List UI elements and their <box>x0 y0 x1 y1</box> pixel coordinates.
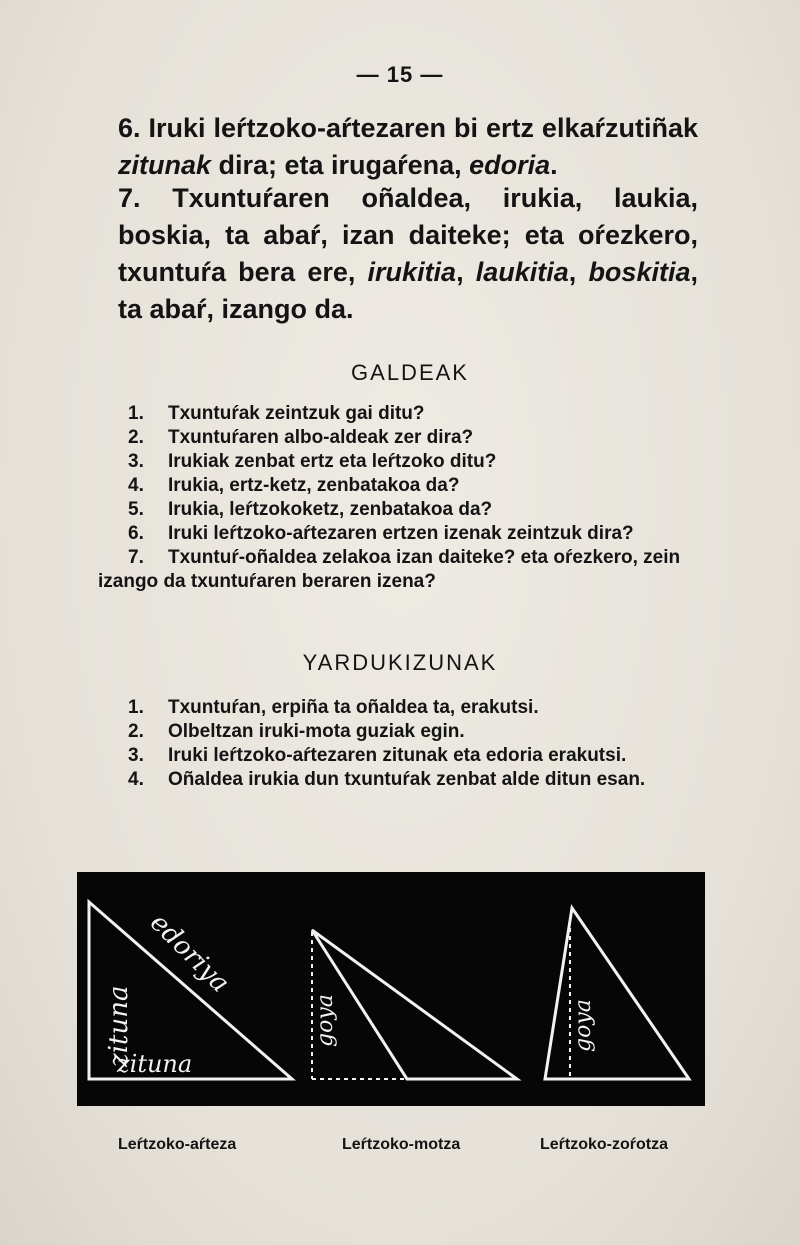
item-text: Irukia, leŕtzokoketz, zenbatakoa da? <box>168 499 493 520</box>
acute-triangle <box>545 908 689 1079</box>
list-item <box>98 426 696 450</box>
para6-text3: . <box>550 150 558 180</box>
list-item <box>98 498 696 522</box>
item-number: 3. <box>128 451 144 472</box>
item-text: Txuntuŕ-oñaldea zelakoa izan daiteke? eta oŕezkero, zein izango da txuntuŕaren beraren izena? <box>98 547 681 592</box>
para7-sep1: , <box>456 257 476 287</box>
list-item <box>98 720 696 744</box>
item-text: Txuntuŕaren albo-aldeak zer dira? <box>168 427 474 448</box>
paragraph-7 <box>118 180 698 328</box>
list-item <box>98 546 696 594</box>
item-number: 1. <box>128 697 144 718</box>
figure-captions <box>0 1136 800 1160</box>
item-text: Irukiak zenbat ertz eta leŕtzoko ditu? <box>168 451 497 472</box>
label-zituna-vertical: zituna <box>104 985 134 1067</box>
paragraph-6 <box>118 110 698 184</box>
item-text: Oñaldea irukia dun txuntuŕak zenbat alde ditun esan. <box>168 769 646 790</box>
item-text: Irukia, ertz-ketz, zenbatakoa da? <box>168 475 460 496</box>
list-item <box>98 522 696 546</box>
yardukizunak-heading: YARDUKIZUNAK <box>302 650 498 675</box>
list-item <box>98 474 696 498</box>
list-item <box>98 768 696 792</box>
list-item <box>98 744 696 768</box>
para7-term-laukitia: laukitia <box>475 257 569 287</box>
item-number: 4. <box>128 475 144 496</box>
label-goya-3: goya <box>571 999 596 1052</box>
item-number: 6. <box>128 523 144 544</box>
caption-lertzoko-arteza: Leŕtzoko-aŕteza <box>118 1136 237 1153</box>
para7-term-irukitia: irukitia <box>367 257 457 287</box>
item-number: 2. <box>128 427 144 448</box>
list-item <box>98 696 696 720</box>
para7-term-boskitia: boskitia <box>588 257 691 287</box>
para7-text1: 7. Txuntuŕaren oñaldea, irukia, laukia, boskia, ta abaŕ, izan daiteke; eta oŕezkero, txuntuŕa bera ere, <box>118 183 698 287</box>
item-number: 4. <box>128 769 144 790</box>
list-item <box>98 450 696 474</box>
list-item <box>98 402 696 426</box>
para6-term-edoria: edoria <box>469 150 551 180</box>
para7-sep2: , <box>568 257 589 287</box>
item-text: Txuntuŕan, erpiña ta oñaldea ta, erakutsi. <box>168 697 539 718</box>
caption-lertzoko-motza: Leŕtzoko-motza <box>342 1136 461 1153</box>
label-edoriya: edoriya <box>144 907 236 999</box>
galdeak-heading: GALDEAK <box>351 360 469 385</box>
galdeak-list <box>98 402 696 594</box>
obtuse-triangle <box>312 930 517 1079</box>
item-number: 5. <box>128 499 144 520</box>
label-zituna-bottom: zituna <box>117 1050 193 1078</box>
triangles-svg <box>77 872 705 1106</box>
triangle-figure <box>77 872 705 1106</box>
item-text: Txuntuŕak zeintzuk gai ditu? <box>168 403 425 424</box>
item-number: 7. <box>128 547 144 568</box>
item-text: Iruki leŕtzoko-aŕtezaren ertzen izenak zeintzuk dira? <box>168 523 634 544</box>
para6-text1: 6. Iruki leŕtzoko-aŕtezaren bi ertz elkaŕzutiñak <box>118 113 698 143</box>
para7-text2: , ta abaŕ, izango da. <box>118 257 698 324</box>
yardukizunak-list <box>98 696 696 792</box>
para6-term-zitunak: zitunak <box>118 150 212 180</box>
label-goya-2: goya <box>313 994 338 1047</box>
item-number: 2. <box>128 721 144 742</box>
item-text: Olbeltzan iruki-mota guziak egin. <box>168 721 465 742</box>
para6-text2: dira; eta irugaŕena, <box>211 150 470 180</box>
caption-lertzoko-zorotza: Leŕtzoko-zoŕotza <box>540 1136 668 1153</box>
item-number: 3. <box>128 745 144 766</box>
page-number: — 15 — <box>356 62 444 87</box>
item-text: Iruki leŕtzoko-aŕtezaren zitunak eta edoria erakutsi. <box>168 745 627 766</box>
item-number: 1. <box>128 403 144 424</box>
